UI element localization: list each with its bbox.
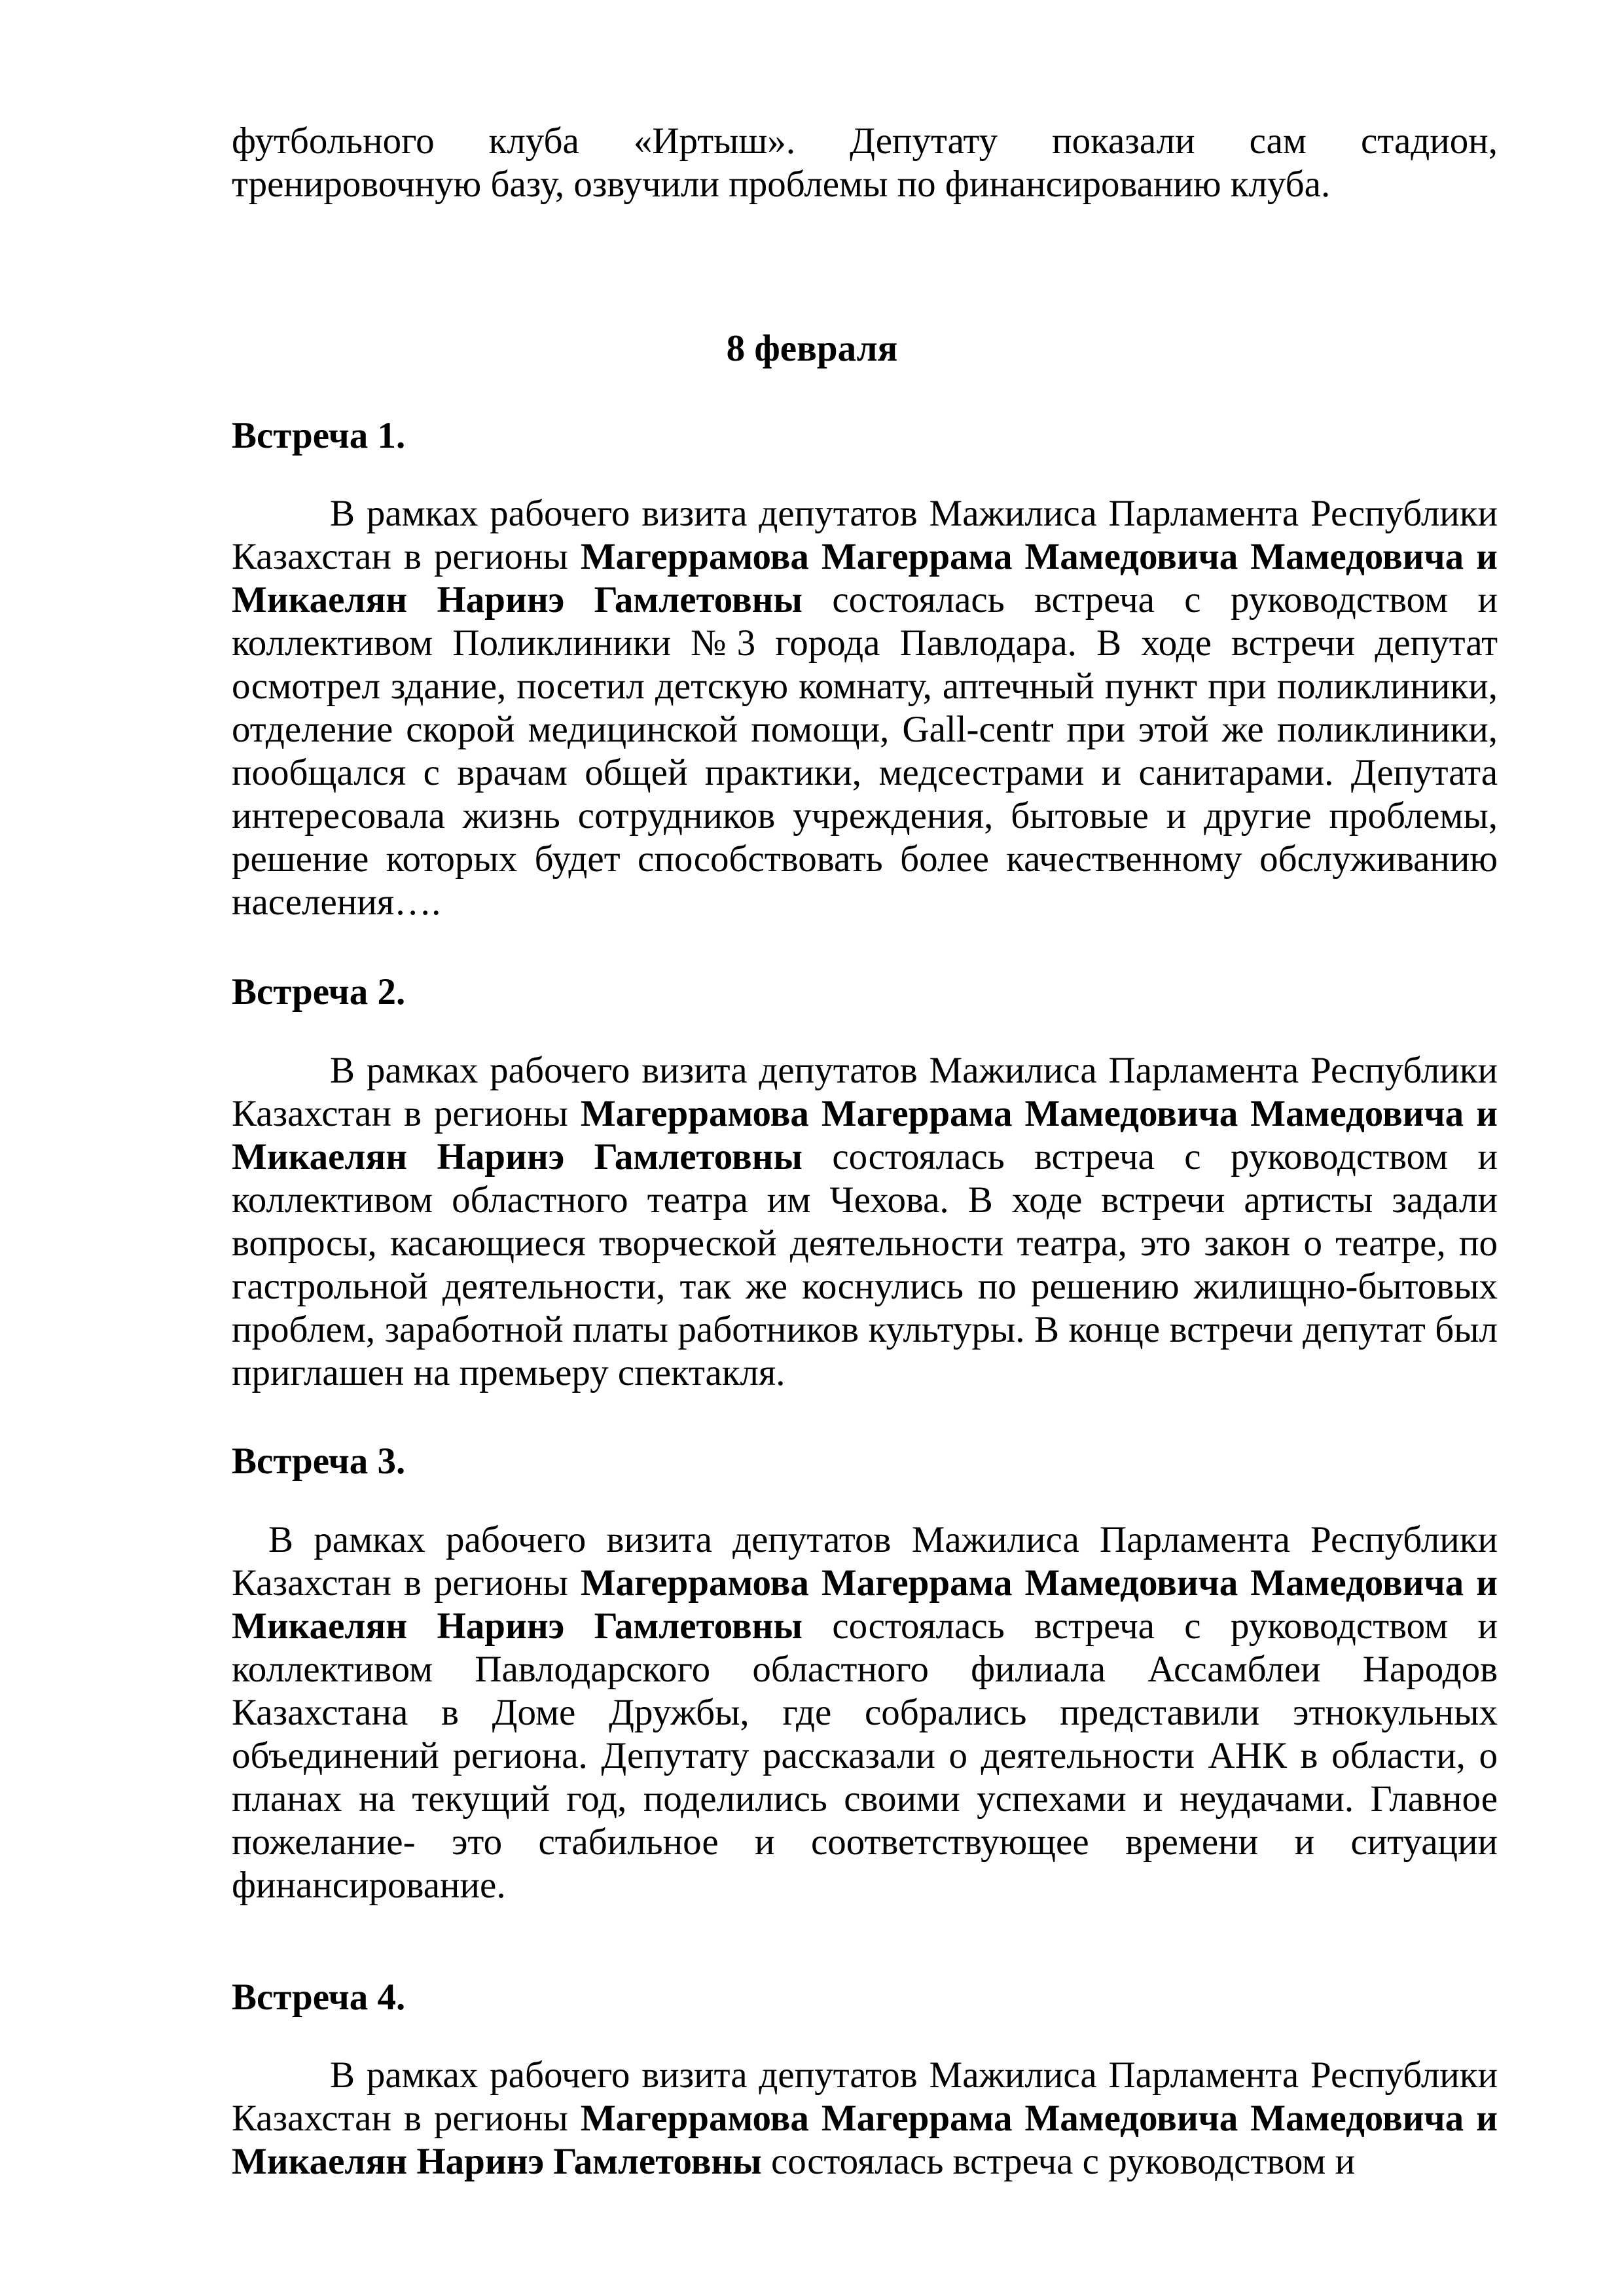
meeting-1-body: состоялась встреча с руководством и коллективом Поликлиники №3 города Павлодара. В ходе встречи депутат осмотрел здание, посетил детскую комнату, аптечный пункт при поликлиники, отделение скорой медицинской помощи, Gall-centr при этой же поликлиники, пообщался с врачам общей практики, медсестрами и санитарами. Депутата интересовала жизнь сотрудников учреждения, бытовые и другие проблемы, решение которых будет способствовать более качественному обслуживанию населения…. xyxy=(232,579,1498,923)
meeting-1-heading: Встреча 1. xyxy=(232,415,406,456)
meeting-3-paragraph xyxy=(232,1518,1498,1907)
date-heading: 8 февраля xyxy=(726,328,898,369)
meeting-2-body: состоялась встреча с руководством и коллективом областного театра им Чехова. В ходе встречи артисты задали вопросы, касающиеся творческой деятельности театра, это закон о театре, по гастрольной деятельности, так же коснулись по решению жилищно-бытовых проблем, заработной платы работников культуры. В конце встречи депутат был приглашен на премьеру спектакля. xyxy=(232,1136,1498,1393)
meeting-4-body: состоялась встреча с руководством и xyxy=(761,2141,1356,2182)
meeting-2-paragraph xyxy=(232,1049,1498,1395)
meeting-4-paragraph xyxy=(232,2054,1498,2183)
meeting-1-lead: В рамках рабочего визита депутатов Мажилиса Парламента Республики Казахстан в регионы xyxy=(232,493,1498,577)
meeting-1-names: Магеррамова Магеррама Мамедовича Мамедовича и Микаелян Наринэ Гамлетовны xyxy=(232,536,1498,620)
meeting-2-lead: В рамках рабочего визита депутатов Мажилиса Парламента Республики Казахстан в регионы xyxy=(232,1050,1498,1134)
meeting-3-heading: Встреча 3. xyxy=(232,1441,406,1482)
meeting-3-lead: В рамках рабочего визита депутатов Мажилиса Парламента Республики Казахстан в регионы xyxy=(232,1519,1498,1604)
meeting-2-names: Магеррамова Магеррама Мамедовича Мамедовича и Микаелян Наринэ Гамлетовны xyxy=(232,1093,1498,1177)
meeting-4-lead: В рамках рабочего визита депутатов Мажилиса Парламента Республики Казахстан в регионы xyxy=(232,2054,1498,2139)
meeting-3-names: Магеррамова Магеррама Мамедовича Мамедовича и Микаелян Наринэ Гамлетовны xyxy=(232,1562,1498,1647)
meeting-4-names: Магеррамова Магеррама Мамедовича Мамедовича и Микаелян Наринэ Гамлетовны xyxy=(232,2098,1498,2182)
meeting-2-heading: Встреча 2. xyxy=(232,971,406,1013)
meeting-1-paragraph xyxy=(232,492,1498,924)
meeting-3-body: состоялась встреча с руководством и коллективом Павлодарского областного филиала Ассамблеи Народов Казахстана в Доме Дружбы, где собрались представили этнокульных объединений региона. Депутату рассказали о деятельности АНК в области, о планах на текущий год, поделились своими успехами и неудачами. Главное пожелание- это стабильное и соответствующее времени и ситуации финансирование. xyxy=(232,1605,1498,1906)
intro-paragraph xyxy=(232,120,1498,206)
intro-line-1: футбольного клуба «Иртыш». Депутату показали сам стадион, xyxy=(232,120,1498,162)
meeting-4-heading: Встреча 4. xyxy=(232,1977,406,2018)
intro-line-2: тренировочную базу, озвучили проблемы по финансированию клуба. xyxy=(232,164,1331,205)
